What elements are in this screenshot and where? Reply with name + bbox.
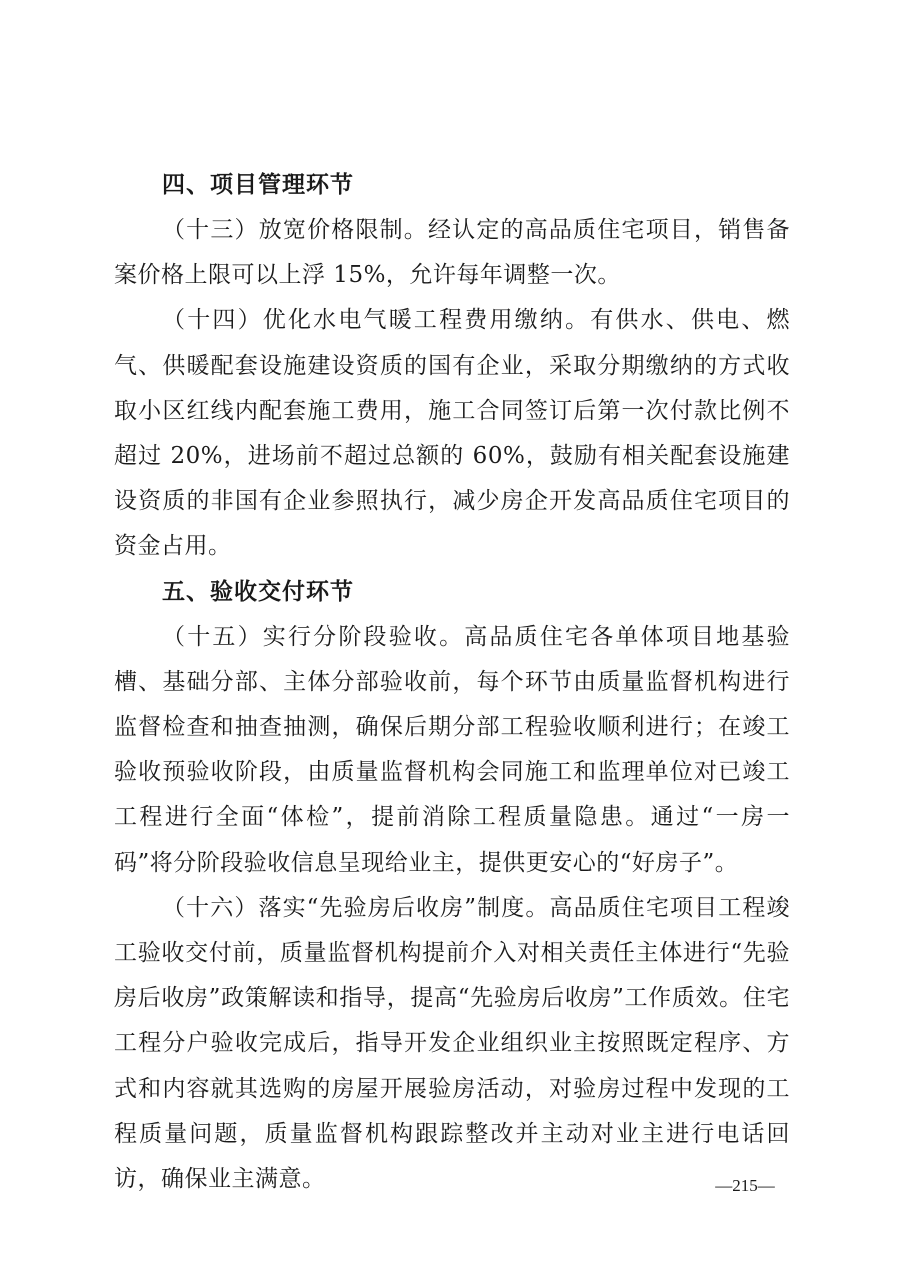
section-heading-project-management: 四、项目管理环节	[162, 172, 354, 198]
paragraph-item-15: （十五）实行分阶段验收。高品质住宅各单体项目地基验槽、基础分部、主体分部验收前，每个环节由质量监督机构进行监督检查和抽查抽测，确保后期分部工程验收顺利进行；在竣工验收预验收阶段，由质量监督机构会同施工和监理单位对已竣工工程进行全面“体检”，提前消除工程质量隐患。通过“一房一码”将分阶段验收信息呈现给业主，提供更安心的“好房子”。	[114, 623, 790, 876]
page-number: —215—	[715, 1176, 775, 1195]
document-body	[114, 163, 790, 1202]
paragraph-item-16: （十六）落实“先验房后收房”制度。高品质住宅项目工程竣工验收交付前，质量监督机构提前介入对相关责任主体进行“先验房后收房”政策解读和指导，提高“先验房后收房”工作质效。住宅工程分户验收完成后，指导开发企业组织业主按照既定程序、方式和内容就其选购的房屋开展验房活动，对验房过程中发现的工程质量问题，质量监督机构跟踪整改并主动对业主进行电话回访，确保业主满意。	[114, 894, 790, 1193]
section-heading-acceptance-delivery: 五、验收交付环节	[162, 578, 354, 605]
paragraph-item-13: （十三）放宽价格限制。经认定的高品质住宅项目，销售备案价格上限可以上浮 15%，允许每年调整一次。	[114, 217, 790, 289]
paragraph-item-14: （十四）优化水电气暖工程费用缴纳。有供水、供电、燃气、供暖配套设施建设资质的国有企业，采取分期缴纳的方式收取小区红线内配套施工费用，施工合同签订后第一次付款比例不超过 20%，进场前不超过总额的 60%，鼓励有相关配套设施建设资质的非国有企业参照执行，减少房企开发高品质住宅项目的资金占用。	[114, 307, 790, 560]
